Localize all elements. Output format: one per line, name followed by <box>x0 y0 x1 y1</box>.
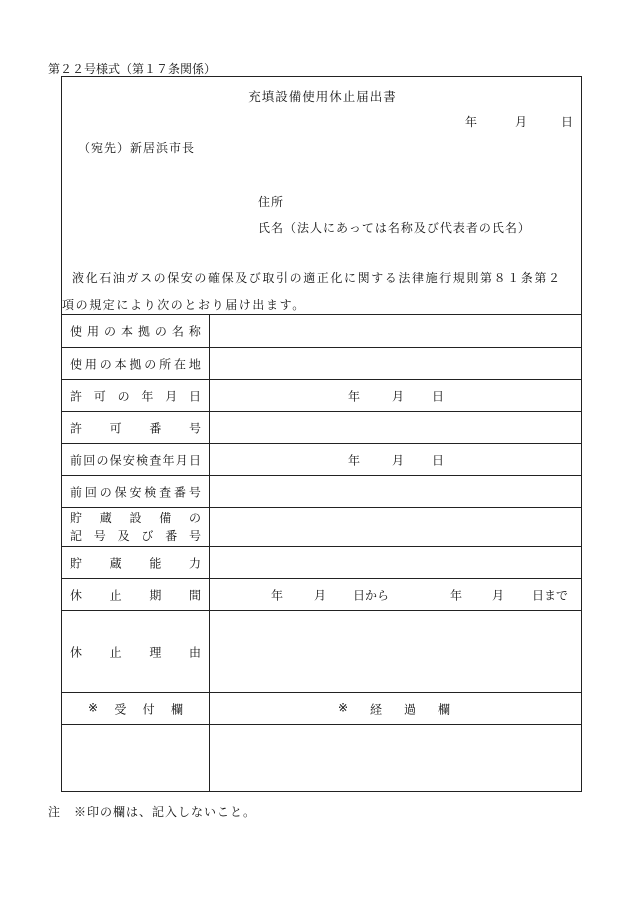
value-permit-date[interactable]: 年 月 日 <box>348 389 445 403</box>
table-row-storage-equipment <box>62 507 581 546</box>
label-last-inspection-date: 前 回 の 保 安 検 査 年 月 日 <box>70 453 201 467</box>
address-label: 住所 <box>258 195 285 209</box>
value-last-inspection-date[interactable]: 年 月 日 <box>348 453 445 467</box>
label-storage-capacity: 貯 蔵 能 力 <box>70 556 201 570</box>
table-row-permit-date <box>62 379 581 411</box>
form-title: 充填設備使用休止届出書 <box>248 89 397 104</box>
form-frame <box>61 76 582 792</box>
table-row-last-inspection-number <box>62 475 581 507</box>
value-storage-capacity[interactable] <box>210 547 581 578</box>
reception-label: ※ 受 付 欄 <box>88 700 183 716</box>
label-last-inspection-number: 前 回 の 保 安 検 査 番 号 <box>70 485 201 499</box>
table-row-suspension-period <box>62 578 581 610</box>
label-site-address: 使 用 の 本 拠 の 所 在 地 <box>70 357 201 371</box>
label-suspension-period: 休 止 期 間 <box>70 588 201 602</box>
year-label: 年 <box>464 115 477 129</box>
value-site-address[interactable] <box>210 348 581 379</box>
label-permit-number: 許 可 番 号 <box>70 421 201 435</box>
reception-box <box>62 725 210 792</box>
table-row-suspension-reason <box>62 610 581 692</box>
table-row-permit-number <box>62 411 581 443</box>
day-label: 日 <box>560 115 573 129</box>
progress-label: ※ 経 過 欄 <box>338 700 450 716</box>
value-suspension-period[interactable]: 年 月 日から 年 月 日まで <box>271 588 569 602</box>
name-label: 氏名（法人にあっては名称及び代表者の氏名） <box>258 221 531 235</box>
table-row-site-name <box>62 314 581 347</box>
label-storage-equipment-1: 貯 蔵 設 備 の <box>70 511 201 525</box>
table-row-last-inspection-date <box>62 443 581 475</box>
footnote: 注 ※印の欄は、記入しないこと。 <box>48 805 257 819</box>
month-label: 月 <box>514 115 527 129</box>
label-site-name: 使 用 の 本 拠 の 名 称 <box>70 324 201 339</box>
table-row-storage-capacity <box>62 546 581 578</box>
label-storage-equipment-2: 記 号 及 び 番 号 <box>70 529 201 543</box>
value-last-inspection-number[interactable] <box>210 476 581 507</box>
table-row-office-use <box>62 724 581 792</box>
table-row-site-address <box>62 347 581 379</box>
value-permit-number[interactable] <box>210 412 581 443</box>
label-permit-date: 許 可 の 年 月 日 <box>70 389 201 403</box>
statement-line-1: 液化石油ガスの保安の確保及び取引の適正化に関する法律施行規則第８１条第２ <box>72 271 562 285</box>
addressee: （宛先）新居浜市長 <box>78 141 196 155</box>
value-suspension-reason[interactable] <box>210 611 581 692</box>
progress-box <box>210 725 581 792</box>
value-site-name[interactable] <box>210 315 581 347</box>
form-caption: 第２２号様式（第１７条関係） <box>48 62 217 76</box>
label-suspension-reason: 休 止 理 由 <box>70 645 201 659</box>
statement-line-2: 項の規定により次のとおり届け出ます。 <box>62 298 306 312</box>
submission-date <box>465 113 573 130</box>
value-storage-equipment[interactable] <box>210 508 581 546</box>
table-row-office-headers <box>62 692 581 724</box>
